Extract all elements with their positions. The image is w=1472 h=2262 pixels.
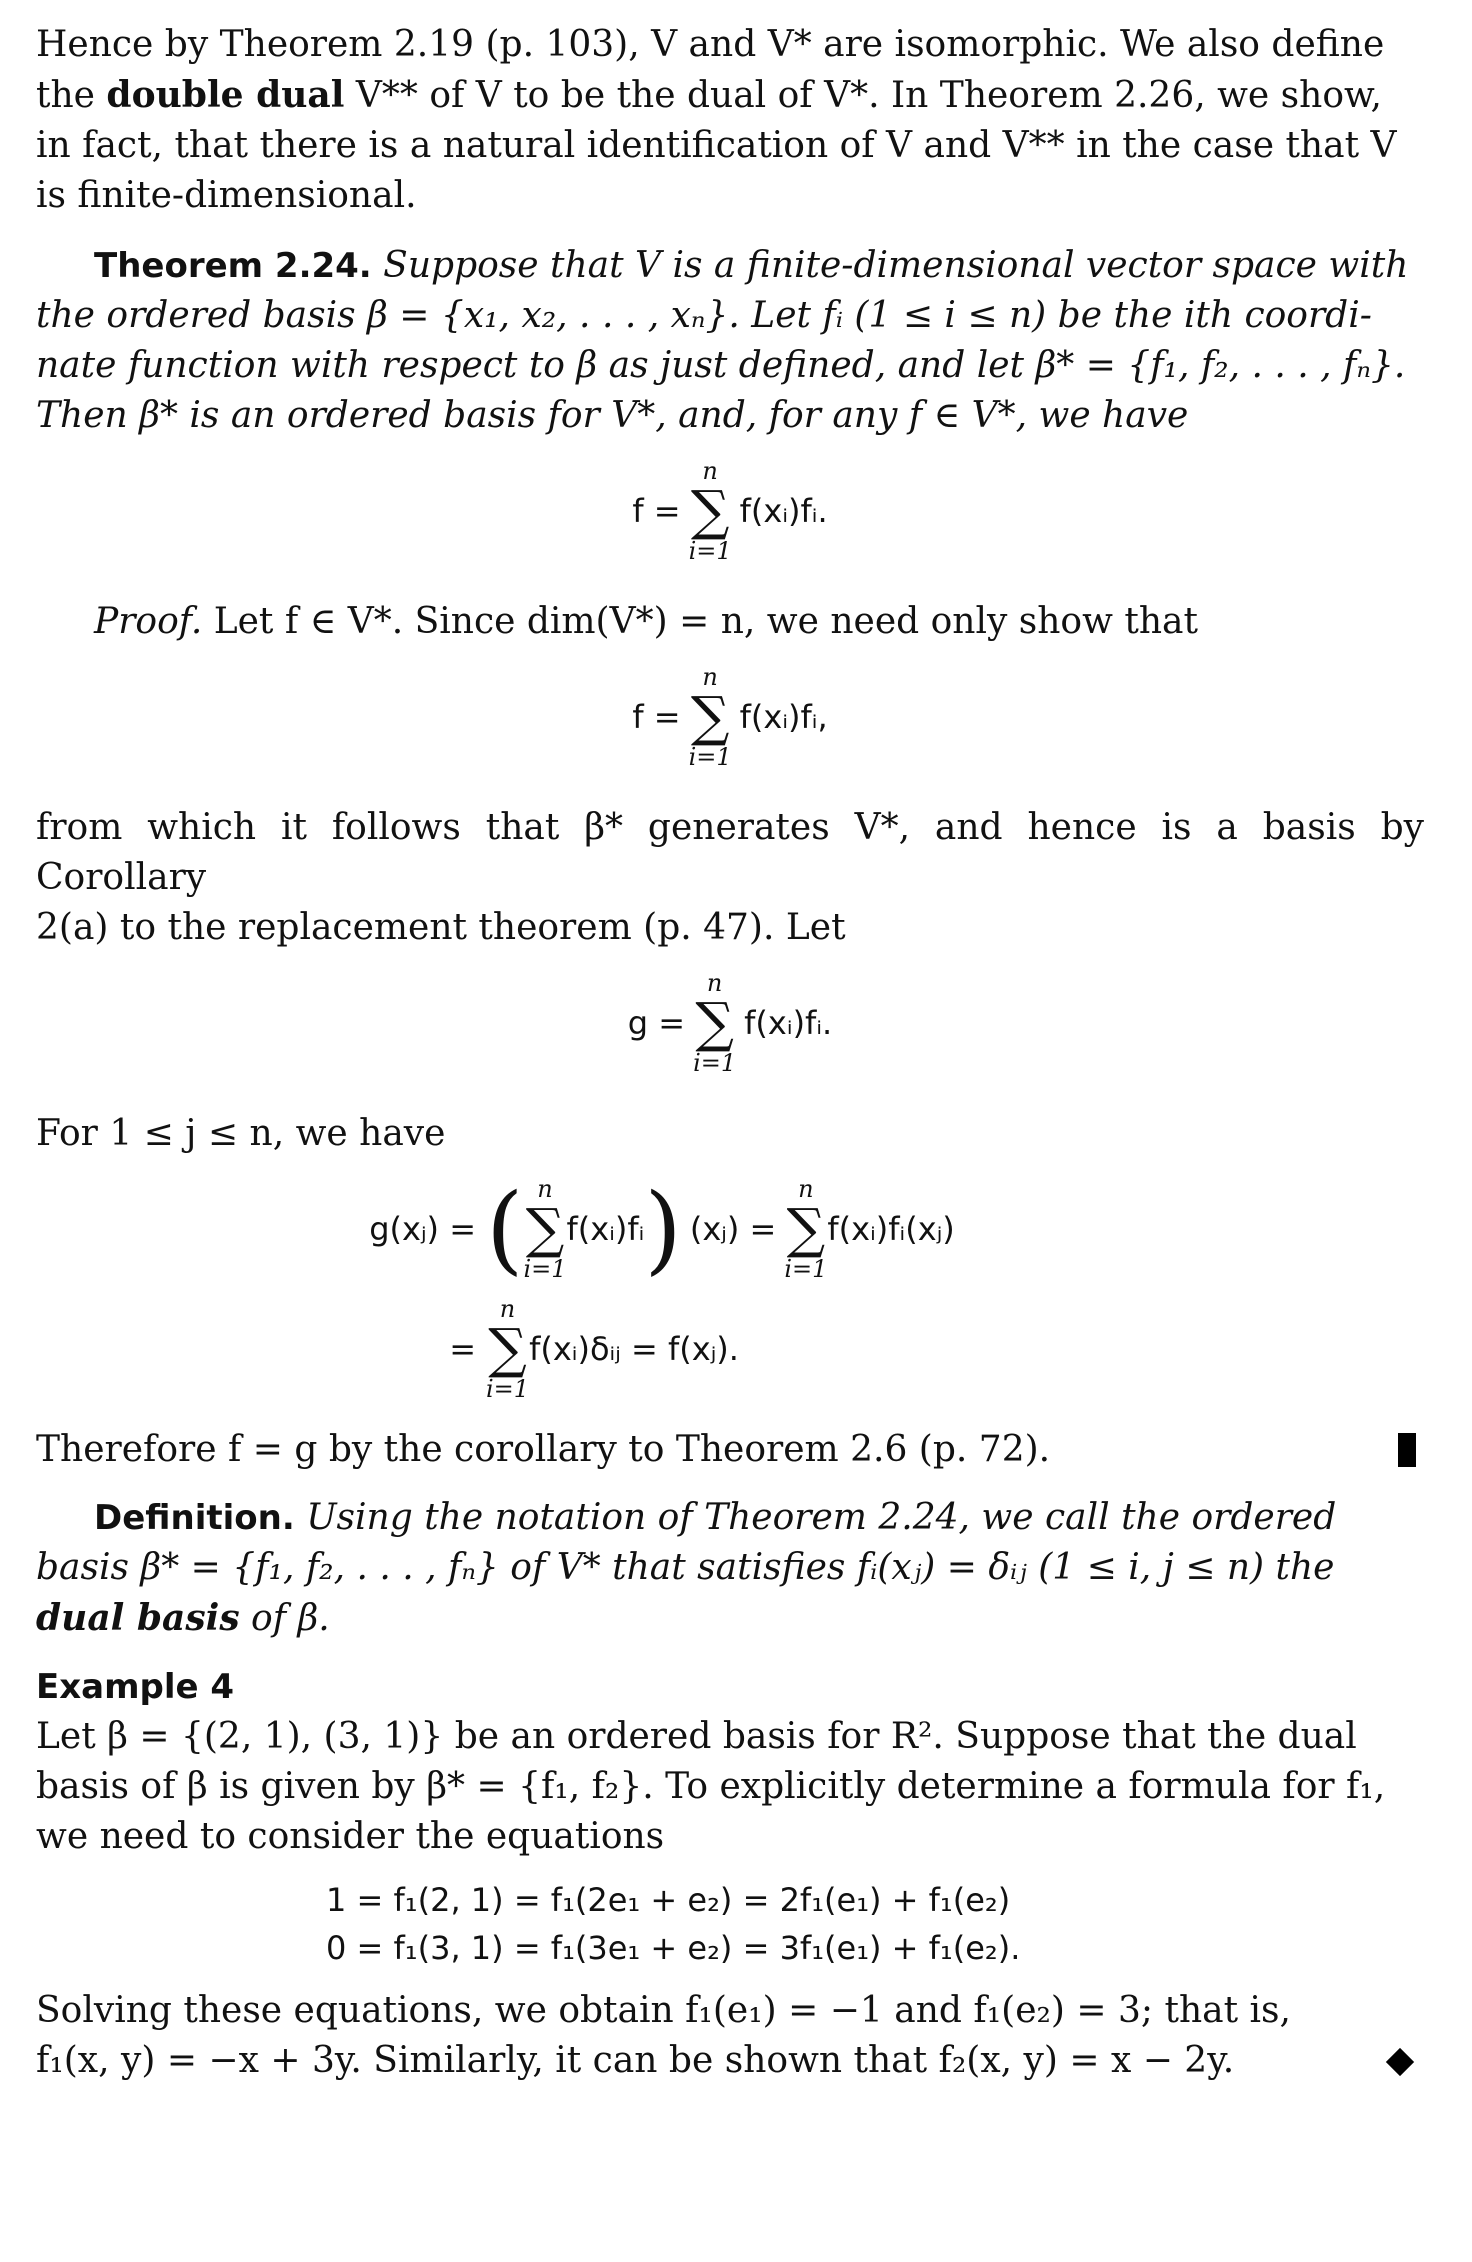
eq3-body: f(xᵢ)fᵢ. <box>744 1004 833 1042</box>
eq2-body: f(xᵢ)fᵢ, <box>739 698 828 736</box>
proof-paragraph-2 <box>36 803 1424 953</box>
example-line-5: f₁(x, y) = −x + 3y. Similarly, it can be shown that f₂(x, y) = x − 2y. <box>36 2040 1235 2081</box>
eq4-row2-lhs: = <box>449 1330 476 1368</box>
sum-upper: n <box>702 457 718 485</box>
equation-2 <box>36 665 1424 785</box>
sum-lower: i=1 <box>693 1049 737 1077</box>
end-example-diamond-icon <box>1386 2048 1414 2076</box>
equation-4 <box>356 1169 1424 1409</box>
eq1-body: f(xᵢ)fᵢ. <box>739 492 828 530</box>
example-paragraph-1 <box>36 1712 1424 1862</box>
sum-symbol: n ∑ i=1 <box>523 1175 567 1283</box>
proof-conclusion-text: Therefore f = g by the corollary to Theorem 2.6 (p. 72). <box>36 1429 1051 1470</box>
equation-3 <box>36 971 1424 1091</box>
sum-symbol: n ∑ i=1 <box>688 663 732 771</box>
theorem-line-4: Then β* is an ordered basis for V*, and, for any f ∈ V*, we have <box>36 395 1189 436</box>
eq4-lhs: g(xⱼ) = <box>369 1210 476 1248</box>
sum-symbol: n ∑ i=1 <box>688 457 732 565</box>
eq4-right-body: f(xᵢ)fᵢ(xⱼ) <box>827 1210 955 1248</box>
intro-line-1: Hence by Theorem 2.19 (p. 103), V and V* are isomorphic. We also define <box>36 24 1385 65</box>
sum-symbol: n ∑ i=1 <box>693 969 737 1077</box>
theorem-line-2: the ordered basis β = {x₁, x₂, . . . , xₙ}. Let fᵢ (1 ≤ i ≤ n) be the ith coordi- <box>36 295 1372 336</box>
sum-lower: i=1 <box>486 1375 530 1403</box>
sum-lower: i=1 <box>784 1255 828 1283</box>
equation-4-row-2 <box>356 1289 1424 1409</box>
example-paragraph-2 <box>36 1986 1424 2086</box>
example-line-4: Solving these equations, we obtain f₁(e₁) = −1 and f₁(e₂) = 3; that is, <box>36 1990 1291 2031</box>
dual-basis-term: dual basis <box>36 1597 240 1639</box>
sum-upper: n <box>798 1175 814 1203</box>
example-line-1: Let β = {(2, 1), (3, 1)} be an ordered basis for R². Suppose that the dual <box>36 1716 1357 1757</box>
equation-4-row-1: g(xⱼ) = ( n ∑ i=1 f(xᵢ)fᵢ ) (xⱼ) = n ∑ i=1 f(xᵢ)fᵢ(xⱼ) <box>356 1169 1424 1289</box>
theorem-label: Theorem 2.24. <box>94 246 372 286</box>
eq3-lhs: g = <box>627 1004 686 1042</box>
example-equations <box>326 1876 1424 1972</box>
proof-p2-line-1: from which it follows that β* generates V*, and hence is a basis by Corollary <box>36 807 1424 898</box>
proof-paragraph-3: For 1 ≤ j ≤ n, we have <box>36 1113 446 1154</box>
proof-start <box>36 597 1424 647</box>
sum-lower: i=1 <box>688 537 732 565</box>
intro-line-2a: the <box>36 75 95 116</box>
eq4-inner-body: f(xᵢ)fᵢ <box>566 1210 645 1248</box>
definition-block <box>36 1493 1424 1644</box>
theorem-line-1: Suppose that V is a finite-dimensional vector space with <box>383 245 1409 286</box>
proof-conclusion <box>36 1425 1424 1475</box>
sum-symbol: n ∑ i=1 <box>486 1295 530 1403</box>
sum-upper: n <box>537 1175 553 1203</box>
definition-line-2: basis β* = {f₁, f₂, . . . , fₙ} of V* that satisfies fᵢ(xⱼ) = δᵢⱼ (1 ≤ i, j ≤ n) the <box>36 1547 1335 1588</box>
definition-line-1: Using the notation of Theorem 2.24, we call the ordered <box>306 1497 1337 1538</box>
intro-line-4: is finite-dimensional. <box>36 175 417 216</box>
definition-line-3: of β. <box>251 1598 330 1639</box>
sum-upper: n <box>706 969 723 997</box>
sum-symbol: n ∑ i=1 <box>784 1175 828 1283</box>
proof-label: Proof. <box>94 601 203 642</box>
example-line-3: we need to consider the equations <box>36 1816 665 1857</box>
definition-label: Definition. <box>94 1498 295 1538</box>
example-equation-b: 0 = f₁(3, 1) = f₁(3e₁ + e₂) = 3f₁(e₁) + f₁(e₂). <box>326 1929 1021 1967</box>
example-heading <box>36 1662 1424 1712</box>
proof-p2-line-2: 2(a) to the replacement theorem (p. 47). Let <box>36 907 846 948</box>
theorem-line-3: nate function with respect to β as just defined, and let β* = {f₁, f₂, . . . , fₙ}. <box>36 345 1406 386</box>
page <box>36 20 1424 2086</box>
eq2-lhs: f = <box>632 698 681 736</box>
example-equation-a: 1 = f₁(2, 1) = f₁(2e₁ + e₂) = 2f₁(e₁) + f₁(e₂) <box>326 1881 1011 1919</box>
intro-line-2c: V** of V to be the dual of V*. In Theorem 2.26, we show, <box>355 75 1382 116</box>
eq1-lhs: f = <box>632 492 681 530</box>
theorem-statement <box>36 241 1424 441</box>
example-line-2: basis of β is given by β* = {f₁, f₂}. To explicitly determine a formula for f₁, <box>36 1766 1386 1807</box>
sum-lower: i=1 <box>688 743 732 771</box>
example-title: Example 4 <box>36 1667 235 1707</box>
double-dual-term: double dual <box>106 74 345 116</box>
intro-paragraph <box>36 20 1424 221</box>
qed-box-icon <box>1398 1433 1416 1467</box>
equation-1 <box>36 459 1424 579</box>
sum-upper: n <box>702 663 718 691</box>
proof-line-1: Let f ∈ V*. Since dim(V*) = n, we need only show that <box>213 601 1198 642</box>
eq4-mid: (xⱼ) = <box>689 1210 777 1248</box>
sum-upper: n <box>499 1295 516 1323</box>
sum-lower: i=1 <box>523 1255 567 1283</box>
eq4-row2-body: f(xᵢ)δᵢⱼ = f(xⱼ). <box>529 1330 739 1368</box>
intro-line-3: in fact, that there is a natural identification of V and V** in the case that V <box>36 125 1397 166</box>
